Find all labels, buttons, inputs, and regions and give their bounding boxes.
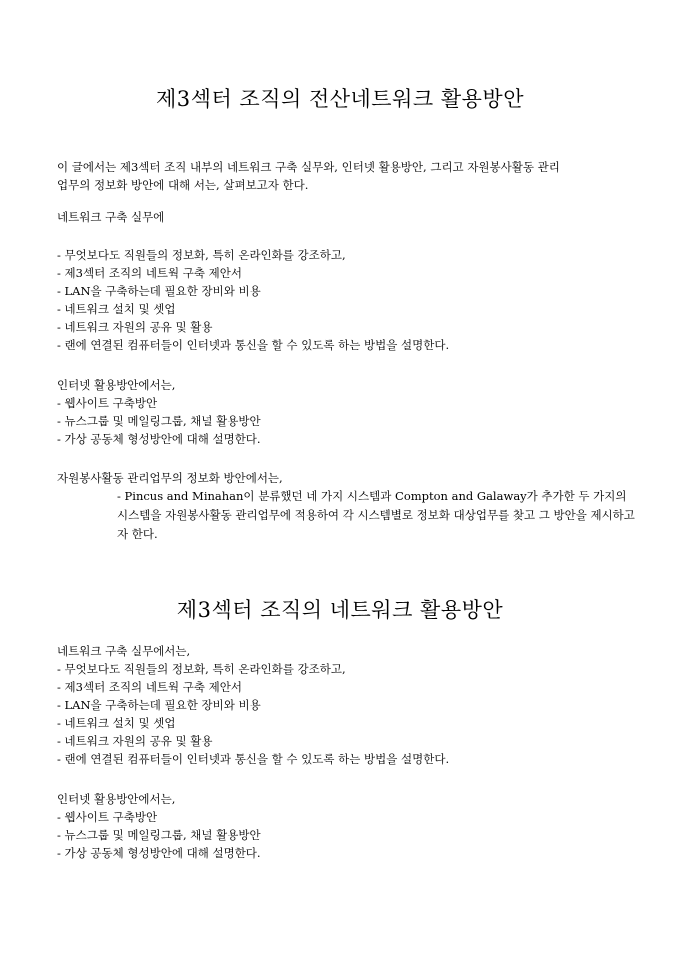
section-title: 제3섹터 조직의 네트워크 활용방안 [176, 598, 504, 622]
page-title: 제3섹터 조직의 전산네트워크 활용방안 [156, 87, 524, 111]
list-item: - LAN을 구축하는데 필요한 장비와 비용 [57, 284, 261, 298]
list-item: - 랜에 연결된 컴퓨터들이 인터넷과 통신을 할 수 있도록 하는 방법을 설명한다. [57, 338, 450, 352]
list-item: - 가상 공동체 형성방안에 대해 설명한다. [57, 432, 261, 446]
section-header: 네트워크 구축 실무에서는, [57, 644, 191, 658]
section-internet [57, 376, 637, 448]
section-network-2 [57, 642, 637, 768]
list-item: - 제3섹터 조직의 네트웍 구축 제안서 [57, 680, 243, 694]
intro-line: 업무의 정보화 방안에 대해 서는, 살펴보고자 한다. [57, 178, 309, 192]
list-item: - 웹사이트 구축방안 [57, 810, 158, 824]
section-header: 자원봉사활동 관리업무의 정보화 방안에서는, [57, 471, 283, 485]
list-item: - 네트워크 설치 및 셋업 [57, 716, 176, 730]
list-item: - LAN을 구축하는데 필요한 장비와 비용 [57, 698, 261, 712]
list-item: - 네트워크 자원의 공유 및 활용 [57, 320, 213, 334]
section-header: 네트워크 구축 실무에 [57, 210, 165, 224]
list-item: - 네트워크 설치 및 셋업 [57, 302, 176, 316]
intro-paragraph [57, 158, 637, 194]
list-item: - 웹사이트 구축방안 [57, 396, 158, 410]
section-internet-2 [57, 790, 637, 862]
intro-line: 이 글에서는 제3섹터 조직 내부의 네트워크 구축 실무와, 인터넷 활용방안, 그리고 자원봉사활동 관리 [57, 160, 560, 174]
list-item: - 랜에 연결된 컴퓨터들이 인터넷과 통신을 할 수 있도록 하는 방법을 설명한다. [57, 752, 450, 766]
list-item: - 무엇보다도 직원들의 정보화, 특히 온라인화를 강조하고, [57, 662, 346, 676]
list-item: - 뉴스그룹 및 메일링그룹, 채널 활용방안 [57, 414, 261, 428]
list-item: - 무엇보다도 직원들의 정보화, 특히 온라인화를 강조하고, [57, 248, 346, 262]
list-item: - 가상 공동체 형성방안에 대해 설명한다. [57, 846, 261, 860]
section-network-list [57, 246, 637, 354]
section-volunteer [57, 469, 637, 544]
section-header: 인터넷 활용방안에서는, [57, 792, 176, 806]
volunteer-paragraph: - Pincus and Minahan이 분류했던 네 가지 시스템과 Compton and Galaway가 추가한 두 가지의 시스템을 자원봉사활동 관리업무에 적용하여 각 시스템별로 정보화 대상업무를 찾고 그 방안을 제시하고자 한다. [117, 489, 635, 541]
list-item: - 제3섹터 조직의 네트웍 구축 제안서 [57, 266, 243, 280]
section-header: 인터넷 활용방안에서는, [57, 378, 176, 392]
section-network [57, 208, 637, 226]
list-item: - 뉴스그룹 및 메일링그룹, 채널 활용방안 [57, 828, 261, 842]
list-item: - 네트워크 자원의 공유 및 활용 [57, 734, 213, 748]
